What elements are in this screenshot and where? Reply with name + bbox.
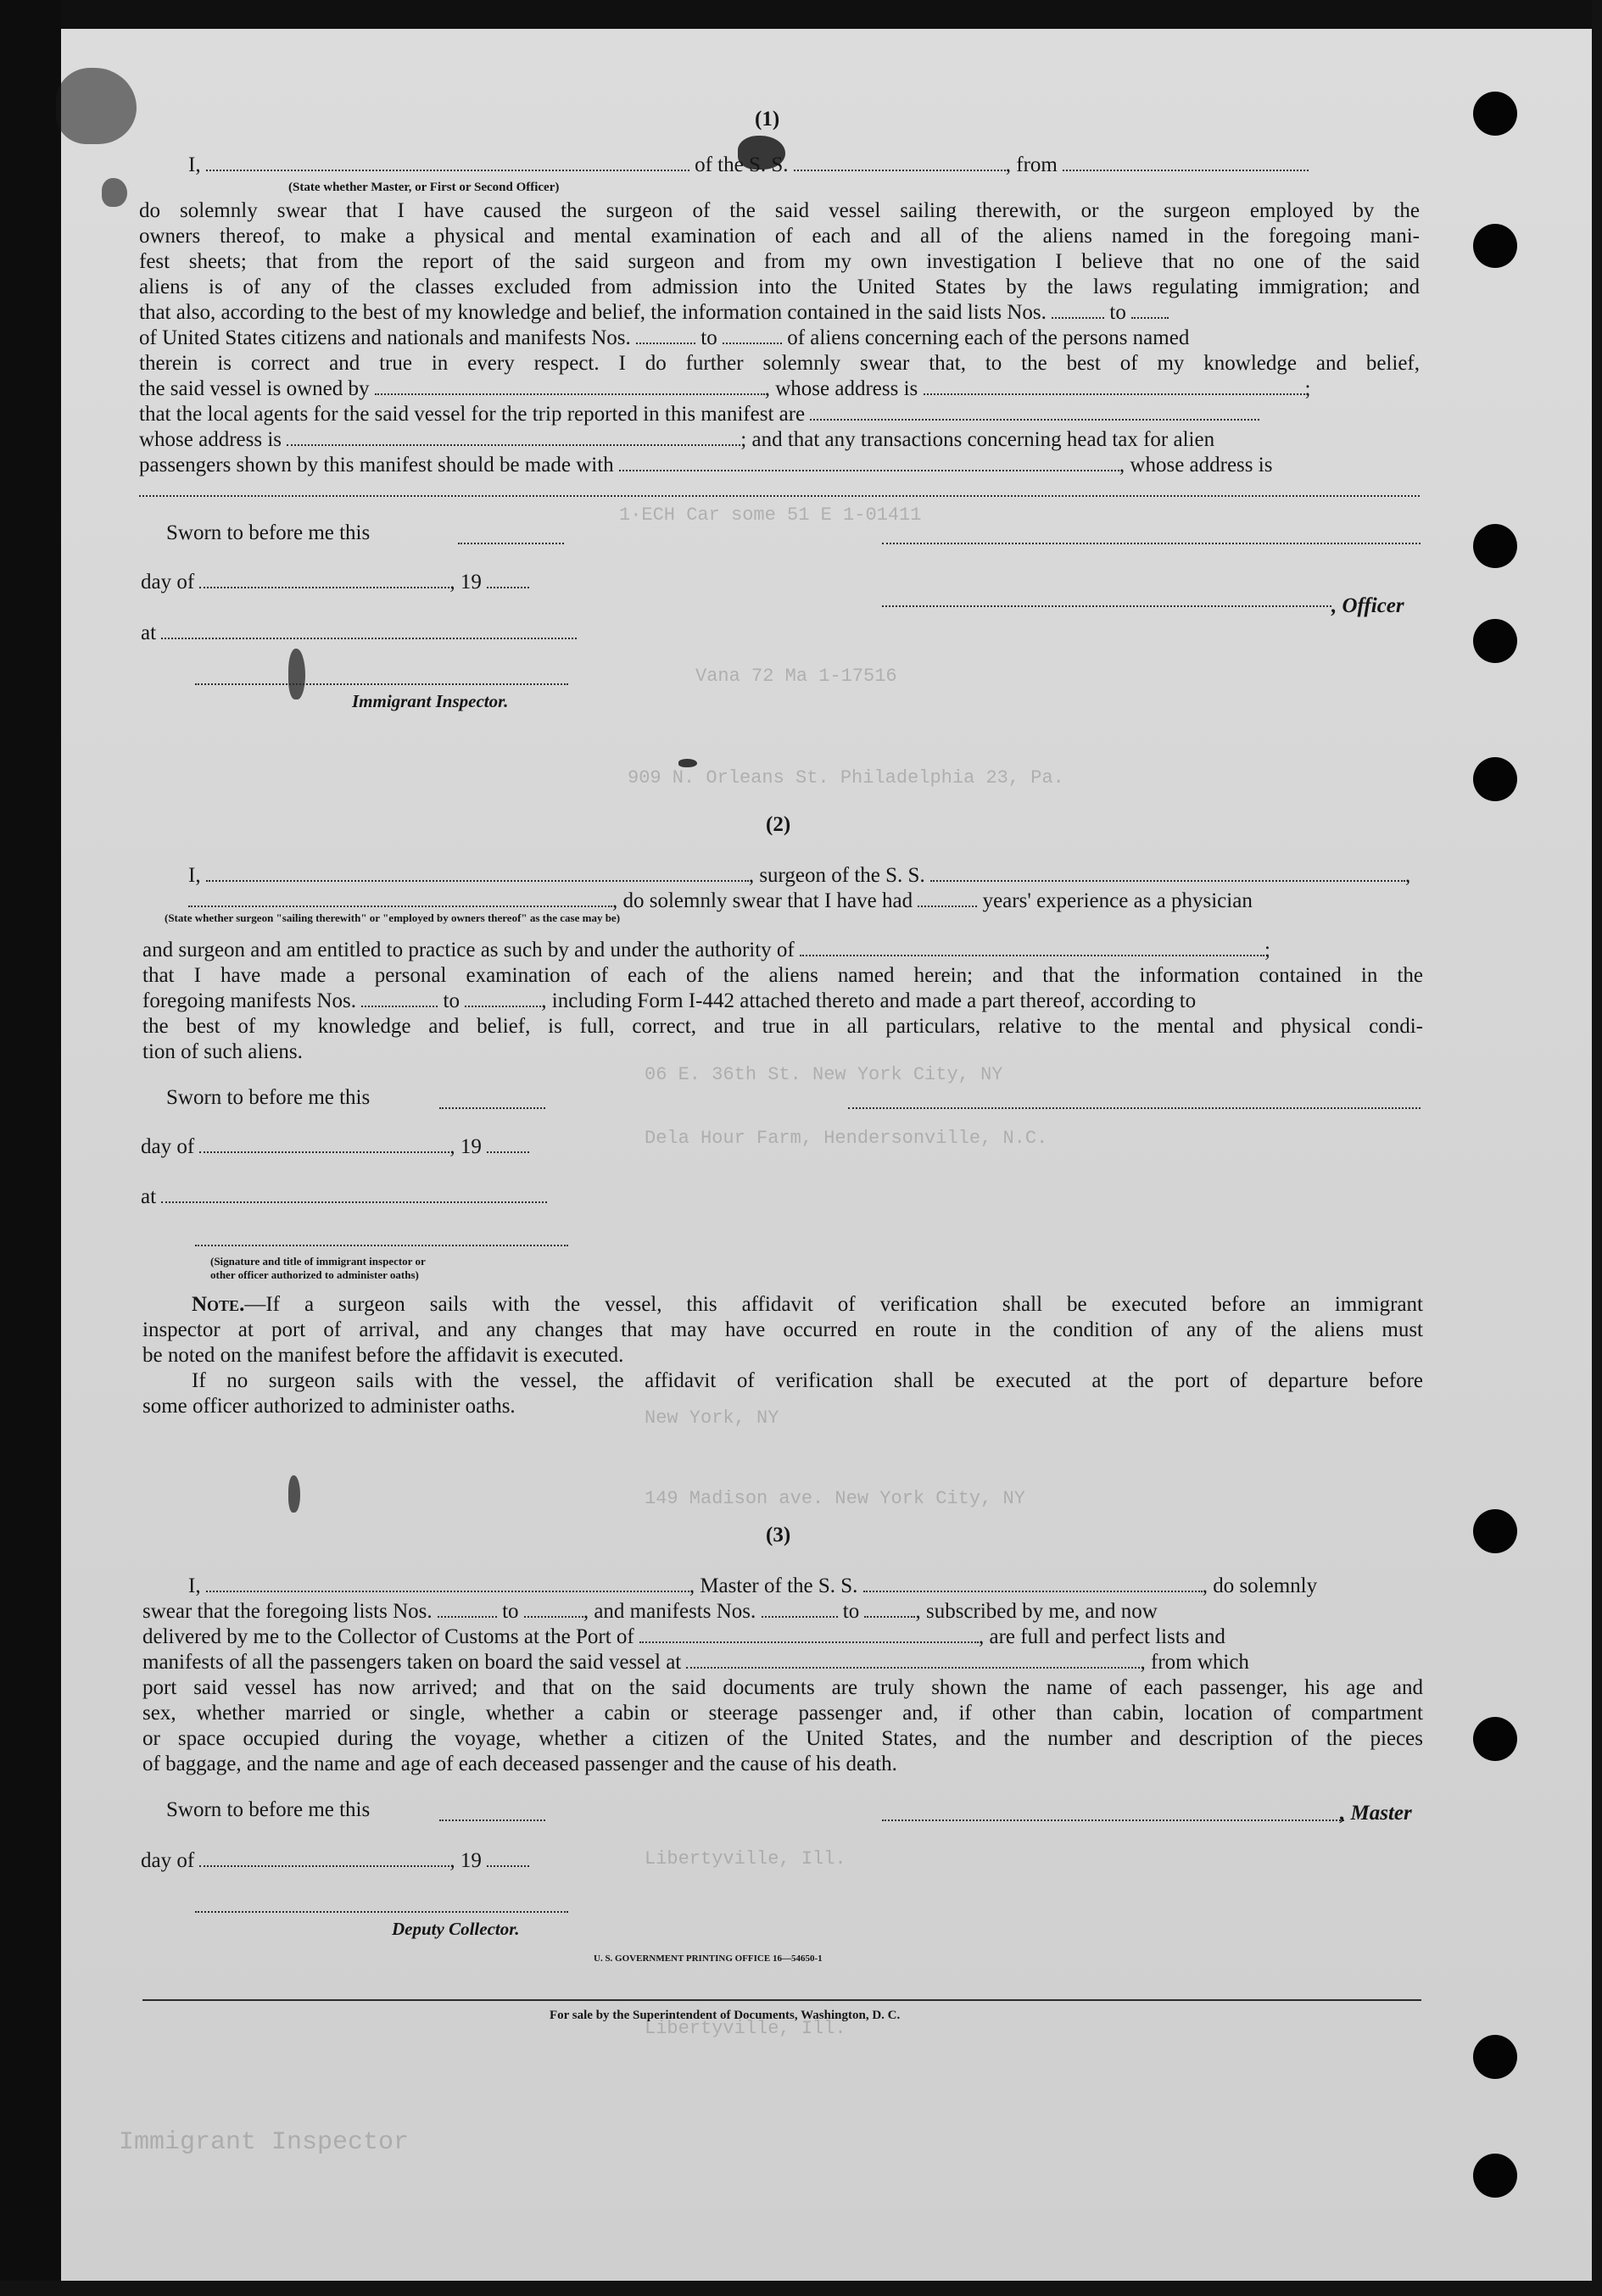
lists-from-field[interactable]: [1052, 302, 1104, 319]
departure-port-field[interactable]: [1063, 154, 1309, 171]
punch-hole: [1473, 224, 1517, 268]
signature-title-note: other officer authorized to administer oaths): [210, 1268, 419, 1281]
month-field-2[interactable]: [199, 1136, 449, 1153]
bleed-through-text: 149 Madison ave. New York City, NY: [645, 1488, 1025, 1509]
section-2-number: (2): [766, 813, 791, 836]
scan-border-bottom: [0, 2281, 1602, 2296]
at-line-2: at: [141, 1184, 547, 1210]
master-label: , Master: [1340, 1802, 1412, 1825]
surgeon-note-line: Note.—If a surgeon sails with the vessel, this affidavit of verification shall be executed before an immigrant: [192, 1293, 1423, 1316]
signature-title-note: (Signature and title of immigrant inspector or: [210, 1255, 426, 1268]
head-tax-party-field[interactable]: [619, 454, 1119, 471]
vessel-name-field[interactable]: [794, 154, 1006, 171]
section-3-line: port said vessel has now arrived; and that on the said documents are truly shown the name of each passenger, his age and: [142, 1676, 1423, 1699]
scan-border-right: [1592, 0, 1602, 2296]
officer-signature-line[interactable]: [882, 543, 1421, 544]
head-tax-address-field[interactable]: [139, 495, 1420, 497]
officer-rank-field[interactable]: [206, 154, 689, 171]
section-2-manifests-line: foregoing manifests Nos. to , including Form I-442 attached thereto and made a part thereof, according to: [142, 989, 1197, 1012]
ink-stain: [288, 649, 305, 699]
surgeon-note-line: some officer authorized to administer oaths.: [142, 1395, 516, 1418]
punch-hole: [1473, 524, 1517, 568]
surgeon-status-field[interactable]: [188, 890, 612, 907]
manifests-to-field[interactable]: [723, 327, 782, 344]
section-1-manifests-line: of United States citizens and nationals and manifests Nos. to of aliens concerning each of the persons named: [139, 326, 1190, 349]
agents-address-field[interactable]: [287, 429, 740, 446]
bleed-through-text: Dela Hour Farm, Hendersonville, N.C.: [645, 1128, 1048, 1149]
month-field[interactable]: [199, 571, 449, 588]
section-2-experience-line: , do solemnly swear that I have had years' experience as a physician: [188, 889, 1253, 914]
section-2-line: the best of my knowledge and belief, is full, correct, and true in all particulars, relative to the mental and physical condi-: [142, 1015, 1423, 1038]
section-3-line: of baggage, and the name and age of each deceased passenger and the cause of his death.: [142, 1753, 897, 1775]
section-3-line: sex, whether married or single, whether a cabin or steerage passenger and, if other than cabin, location of compartment: [142, 1702, 1423, 1725]
ink-stain: [56, 68, 137, 144]
footer-rule: [142, 1999, 1421, 2001]
section-1-line: therein is correct and true in every respect. I do further solemnly swear that, to the best of my knowledge and belief,: [139, 352, 1420, 375]
section-1-head-tax-line: passengers shown by this manifest should be made with , whose address is: [139, 454, 1273, 476]
section-1-owner-line: the said vessel is owned by , whose address is ;: [139, 377, 1311, 400]
master-manifests-from-field[interactable]: [762, 1601, 838, 1618]
master-lists-to-field[interactable]: [524, 1601, 583, 1618]
punch-hole: [1473, 1717, 1517, 1761]
customs-port-field[interactable]: [639, 1626, 979, 1643]
sworn-label-3: Sworn to before me this: [166, 1798, 371, 1821]
master-vessel-field[interactable]: [863, 1575, 1203, 1592]
surgeon-status-note: (State whether surgeon "sailing therewith" or "employed by owners thereof" as the case may be): [165, 911, 621, 924]
day-of-line-3: day of , 19: [141, 1848, 529, 1874]
sworn-date-field[interactable]: [458, 543, 564, 544]
owner-address-field[interactable]: [924, 378, 1305, 395]
bleed-through-text: Libertyville, Ill.: [645, 2018, 846, 2039]
surgeon-note-line: be noted on the manifest before the affidavit is executed.: [142, 1344, 624, 1367]
section-3-opening: I, , Master of the S. S. , do solemnly: [188, 1574, 1318, 1597]
at-line: at: [141, 621, 577, 646]
bleed-through-text: New York, NY: [645, 1407, 779, 1429]
punch-hole: [1473, 619, 1517, 663]
vessel-owner-field[interactable]: [375, 378, 765, 395]
section-3-boarded-line: manifests of all the passengers taken on board the said vessel at , from which: [142, 1651, 1249, 1674]
section-1-agents-line: that the local agents for the said vessel for the trip reported in this manifest are: [139, 402, 1259, 427]
sworn-label: Sworn to before me this: [166, 521, 371, 544]
surgeon-manifests-from-field[interactable]: [361, 990, 438, 1007]
punch-hole: [1473, 1509, 1517, 1553]
sworn-date-field-2[interactable]: [439, 1107, 545, 1109]
section-1-line: fest sheets; that from the report of the said surgeon and from my own investigation I believe that no one of the said: [139, 250, 1420, 273]
section-3-port-line: delivered by me to the Collector of Customs at the Port of , are full and perfect lists and: [142, 1625, 1225, 1648]
section-1-number: (1): [755, 108, 780, 131]
year-field[interactable]: [487, 571, 529, 588]
bleed-through-text: Vana 72 Ma 1-17516: [695, 666, 897, 687]
master-manifests-to-field[interactable]: [864, 1601, 915, 1618]
for-sale-imprint: For sale by the Superintendent of Documents, Washington, D. C.: [550, 2009, 901, 2022]
punch-hole: [1473, 2035, 1517, 2079]
surgeon-vessel-field[interactable]: [930, 865, 1405, 882]
punch-hole: [1473, 757, 1517, 801]
master-lists-from-field[interactable]: [438, 1601, 497, 1618]
section-3-lists-line: swear that the foregoing lists Nos. to , and manifests Nos. to , subscribed by me, and now: [142, 1600, 1158, 1623]
location-field-2[interactable]: [161, 1186, 547, 1203]
bleed-through-text: 909 N. Orleans St. Philadelphia 23, Pa.: [628, 767, 1064, 789]
scan-border-top: [0, 0, 1602, 29]
section-1-lists-line: that also, according to the best of my knowledge and belief, the information contained in the said lists Nos. to: [139, 300, 1169, 326]
bleed-through-text: 06 E. 36th St. New York City, NY: [645, 1064, 1003, 1085]
day-of-line-2: day of , 19: [141, 1134, 529, 1160]
section-1-opening: I, of the S. S. , from: [188, 153, 1309, 178]
surgeon-note-line: If no surgeon sails with the vessel, the affidavit of verification shall be executed at the port of departure before: [192, 1369, 1423, 1392]
surgeon-signature-line[interactable]: [848, 1107, 1421, 1109]
deputy-collector-label: Deputy Collector.: [392, 1919, 520, 1939]
administering-officer-signature-line[interactable]: [195, 1245, 568, 1246]
bleed-through-text: 1·ECH Car some 51 E 1-01411: [619, 504, 922, 526]
officer-name-field[interactable]: [882, 605, 1331, 607]
bleed-through-text: Libertyville, Ill.: [645, 1848, 846, 1870]
deputy-collector-signature-line[interactable]: [195, 1911, 568, 1913]
section-3-line: or space occupied during the voyage, whether a citizen of the United States, and the number and description of the pieces: [142, 1727, 1423, 1750]
surgeon-name-field[interactable]: [206, 865, 749, 882]
month-field-3[interactable]: [199, 1850, 449, 1867]
officer-rank-note: (State whether Master, or First or Second Officer): [288, 181, 560, 194]
sworn-date-field-3[interactable]: [439, 1820, 545, 1821]
years-experience-field[interactable]: [918, 890, 977, 907]
ink-stain: [102, 178, 127, 207]
punch-hole: [1473, 92, 1517, 136]
location-field[interactable]: [161, 622, 577, 639]
section-1-line: owners thereof, to make a physical and mental examination of each and all of the aliens named in the foregoing mani-: [139, 225, 1420, 248]
section-1-line: do solemnly swear that I have caused the surgeon of the said vessel sailing therewith, or the surgeon employed by the: [139, 199, 1420, 222]
section-2-opening: I, , surgeon of the S. S. ,: [188, 864, 1411, 887]
master-signature-line[interactable]: [882, 1820, 1344, 1821]
section-2-authority-line: and surgeon and am entitled to practice as such by and under the authority of ;: [142, 939, 1270, 961]
authority-field[interactable]: [800, 939, 1264, 956]
local-agents-field[interactable]: [810, 404, 1259, 421]
inspector-signature-line[interactable]: [195, 683, 568, 685]
year-field-3[interactable]: [487, 1850, 529, 1867]
bleed-through-text: Immigrant Inspector: [119, 2128, 410, 2157]
printing-office-imprint: U. S. GOVERNMENT PRINTING OFFICE 16—54650-1: [594, 1953, 823, 1964]
lists-to-field[interactable]: [1131, 302, 1169, 319]
section-1-address-line: whose address is ; and that any transactions concerning head tax for alien: [139, 428, 1215, 451]
section-2-line: that I have made a personal examination of each of the aliens named herein; and that the information contained in the: [142, 964, 1423, 987]
sworn-label-2: Sworn to before me this: [166, 1086, 371, 1109]
ink-stain: [678, 759, 697, 767]
day-of-line: day of , 19: [141, 570, 529, 595]
punch-hole: [1473, 2154, 1517, 2198]
year-field-2[interactable]: [487, 1136, 529, 1153]
officer-label: , Officer: [1331, 594, 1404, 617]
surgeon-manifests-to-field[interactable]: [465, 990, 541, 1007]
section-2-line: tion of such aliens.: [142, 1040, 303, 1063]
inspector-label: Immigrant Inspector.: [352, 691, 509, 711]
master-name-field[interactable]: [206, 1575, 689, 1592]
section-3-number: (3): [766, 1524, 791, 1546]
boarding-port-field[interactable]: [686, 1652, 1140, 1669]
section-1-line: aliens is of any of the classes excluded from admission into the United States by the laws regulating immigration; and: [139, 276, 1420, 298]
scan-border-left: [0, 0, 61, 2296]
surgeon-note-line: inspector at port of arrival, and any changes that may have occurred en route in the condition of any of the aliens must: [142, 1318, 1423, 1341]
ink-stain: [288, 1475, 300, 1513]
manifests-from-field[interactable]: [636, 327, 695, 344]
